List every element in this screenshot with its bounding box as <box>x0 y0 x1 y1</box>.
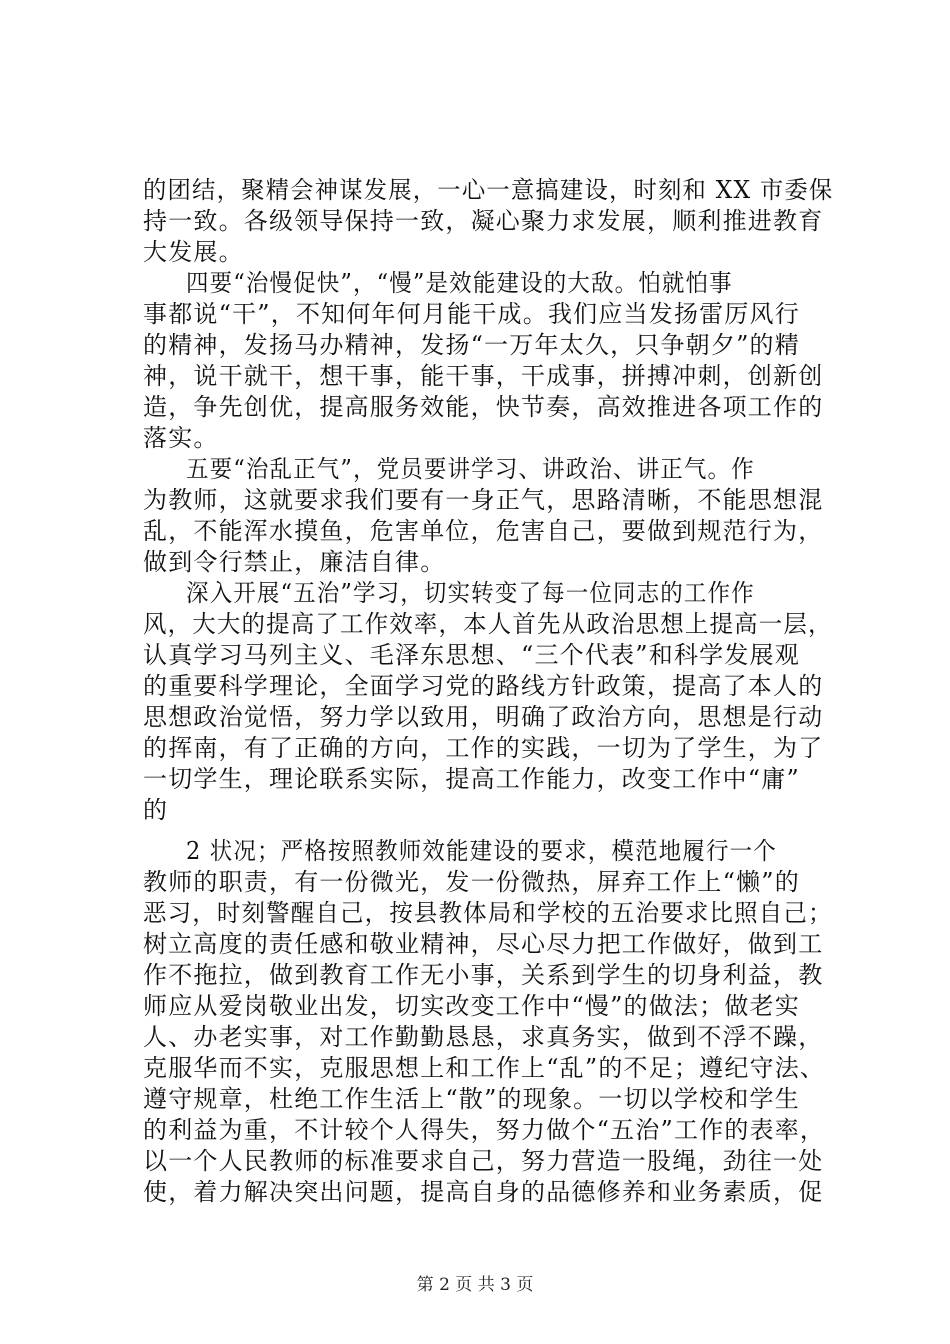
text-line: 使，着力解决突出问题，提高自身的品德修养和业务素质，促 <box>143 1178 824 1206</box>
text-line: 以一个人民教师的标准要求自己，努力营造一股绳，劲往一处 <box>143 1147 824 1175</box>
text-line: 的重要科学理论，全面学习党的路线方针政策，提高了本人的 <box>143 672 824 700</box>
text-line: 作不拖拉，做到教育工作无小事，关系到学生的切身利益，教 <box>143 961 824 989</box>
text-line: 风，大大的提高了工作效率，本人首先从政治思想上提高一层， <box>143 610 833 638</box>
text-line: 为教师，这就要求我们要有一身正气，思路清晰，不能思想混 <box>143 486 824 514</box>
text-line: 树立高度的责任感和敬业精神，尽心尽力把工作做好，做到工 <box>143 930 824 958</box>
text-line: 遵守规章，杜绝工作生活上“散”的现象。一切以学校和学生 <box>143 1085 800 1113</box>
text-line: 的团结，聚精会神谋发展，一心一意搞建设，时刻和 XX 市委保 <box>143 176 834 204</box>
text-line: 的 <box>143 796 169 824</box>
text-line: 的精神，发扬马办精神，发扬“一万年太久，只争朝夕”的精 <box>143 331 800 359</box>
text-line: 乱，不能浑水摸鱼，危害单位，危害自己，要做到规范行为， <box>143 517 824 545</box>
text-line: 教师的职责，有一份微光，发一份微热，屏弃工作上“懒”的 <box>143 868 800 896</box>
text-line: 神，说干就干，想干事，能干事，干成事，拼搏冲刺，创新创 <box>143 362 824 390</box>
paragraph-start-line: 2 状况；严格按照教师效能建设的要求，模范地履行一个 <box>186 837 777 865</box>
text-line: 师应从爱岗敬业出发，切实改变工作中“慢”的做法；做老实 <box>143 992 800 1020</box>
paragraph-start-line: 四要“治慢促快”，“慢”是效能建设的大敌。怕就怕事 <box>186 269 733 297</box>
text-line: 思想政治觉悟，努力学以致用，明确了政治方向，思想是行动 <box>143 703 824 731</box>
text-line: 一切学生，理论联系实际，提高工作能力，改变工作中“庸” <box>143 765 800 793</box>
text-line: 落实。 <box>143 424 219 452</box>
page-number-footer: 第 2 页 共 3 页 <box>416 1275 534 1295</box>
paragraph-start-line: 五要“治乱正气”，党员要讲学习、讲政治、讲正气。作 <box>186 455 755 483</box>
text-line: 克服华而不实，克服思想上和工作上“乱”的不足；遵纪守法、 <box>143 1054 826 1082</box>
text-line: 造，争先创优，提高服务效能，快节奏，高效推进各项工作的 <box>143 393 824 421</box>
paragraph-start-line: 深入开展“五治”学习，切实转变了每一位同志的工作作 <box>186 579 755 607</box>
text-line: 恶习，时刻警醒自己，按县教体局和学校的五治要求比照自己； <box>143 899 833 927</box>
text-line: 人、办老实事，对工作勤勤恳恳，求真务实，做到不浮不躁， <box>143 1023 824 1051</box>
text-line: 大发展。 <box>143 238 244 266</box>
text-line: 持一致。各级领导保持一致，凝心聚力求发展，顺利推进教育 <box>143 207 824 235</box>
text-line: 做到令行禁止，廉洁自律。 <box>143 548 446 576</box>
text-line: 事都说“干”，不知何年何月能干成。我们应当发扬雷厉风行 <box>143 300 800 328</box>
text-line: 的挥南，有了正确的方向，工作的实践，一切为了学生，为了 <box>143 734 824 762</box>
text-line: 的利益为重，不计较个人得失，努力做个“五治”工作的表率， <box>143 1116 826 1144</box>
text-line: 认真学习马列主义、毛泽东思想、“三个代表”和科学发展观 <box>143 641 800 669</box>
